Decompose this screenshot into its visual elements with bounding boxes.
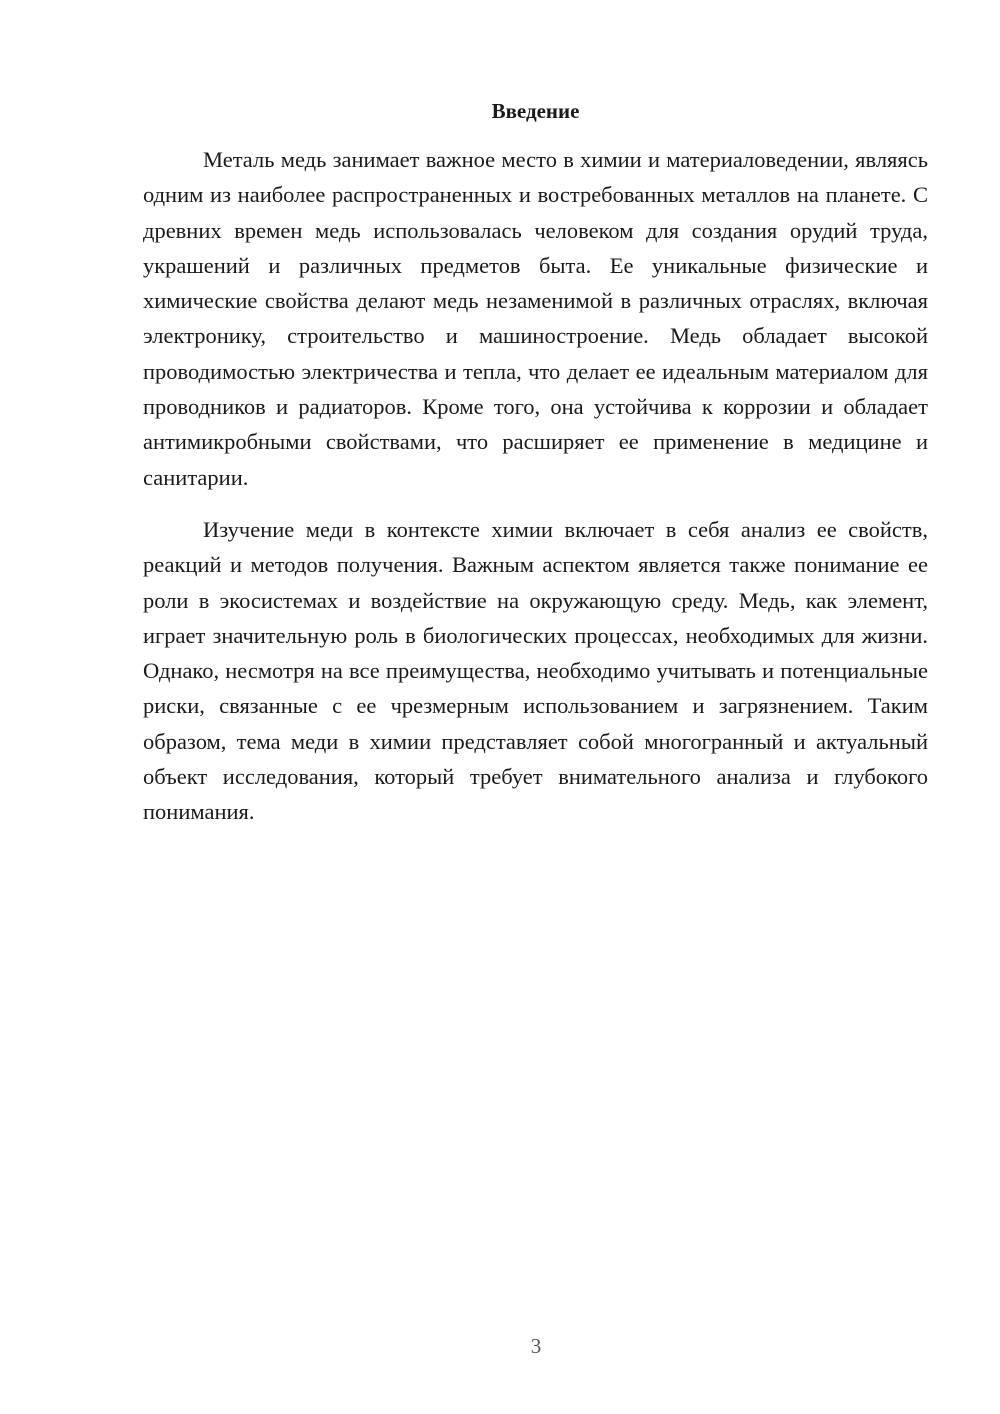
- page-number: 3: [530, 1334, 542, 1358]
- section-heading: Введение: [491, 99, 580, 123]
- body-text: [143, 142, 928, 830]
- paragraph-2: Изучение меди в контексте химии включает в себя анализ ее свойств, реакций и методов получения. Важным аспектом является также понимание ее роли в экосистемах и воздействие на окружающую среду. Медь, как элемент, играет значительную роль в биологических процессах, необходимых для жизни. Однако, несмотря на все преимущества, необходимо учитывать и потенциальные риски, связанные с ее чрезмерным использованием и загрязнением. Таким образом, тема меди в химии представляет собой многогранный и актуальный объект исследования, который требует внимательного анализа и глубокого понимания.: [143, 516, 928, 825]
- paragraph-1: Металь медь занимает важное место в химии и материаловедении, являясь одним из наиболее распространенных и востребованных металлов на планете. С древних времен медь использовалась человеком для создания орудий труда, украшений и различных предметов быта. Ее уникальные физические и химические свойства делают медь незаменимой в различных отраслях, включая электронику, строительство и машиностроение. Медь обладает высокой проводимостью электричества и тепла, что делает ее идеальным материалом для проводников и радиаторов. Кроме того, она устойчива к коррозии и обладает антимикробными свойствами, что расширяет ее применение в медицине и санитарии.: [143, 147, 928, 490]
